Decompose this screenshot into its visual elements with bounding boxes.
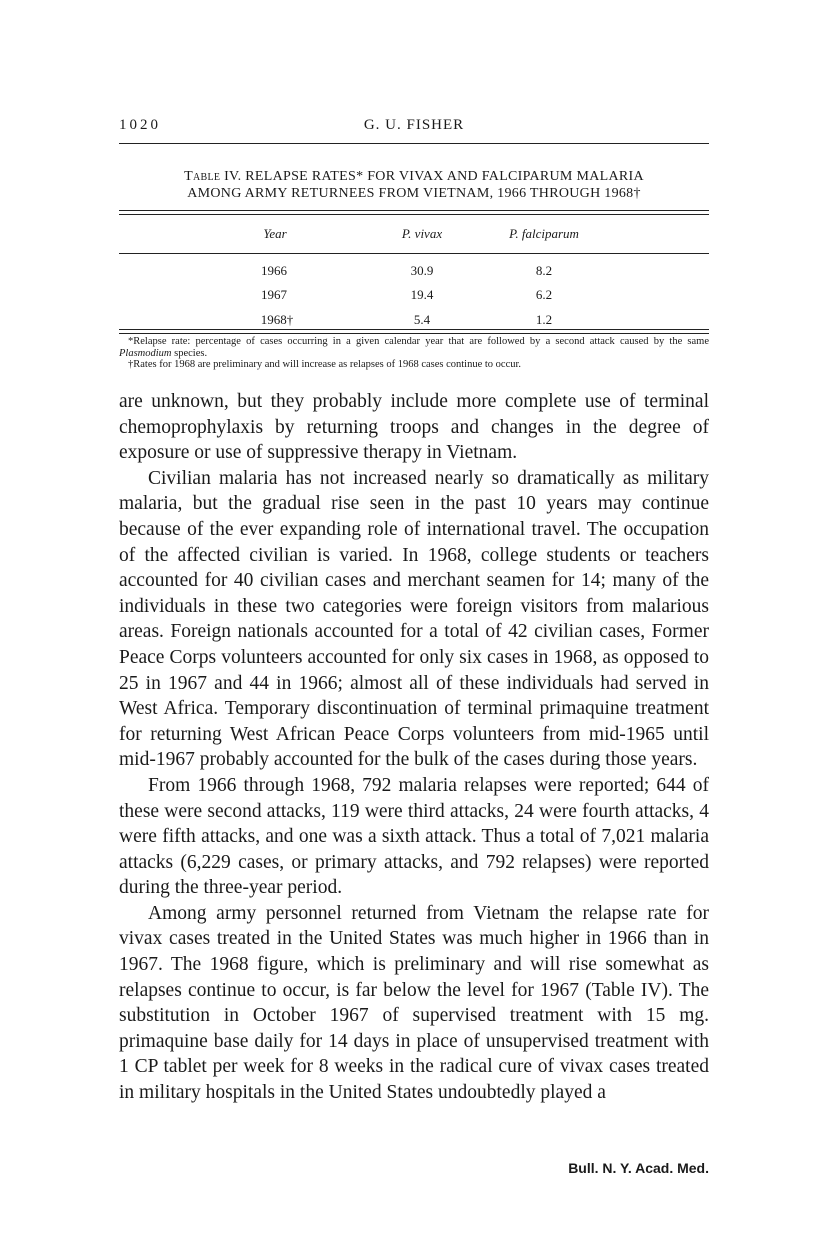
paragraph: From 1966 through 1968, 792 malaria relapses were reported; 644 of these were second attacks, 119 were third attacks, 24 were fourth attacks, 4 were fifth attacks, and one was a sixth attack. Thus a total of 7,021 malaria attacks (6,229 cases, or primary attacks, and 792 relapses) were reported during the three-year period. <box>119 774 709 899</box>
page-number: 1020 <box>119 117 161 133</box>
page-header <box>119 117 709 137</box>
cell-year: 1966 <box>261 263 287 278</box>
table-caption-line1: RELAPSE RATES* FOR VIVAX AND FALCIPARUM MALARIA <box>241 169 644 184</box>
cell-vivax: 5.4 <box>413 312 431 327</box>
cell-year: 1968† <box>260 312 294 327</box>
table-caption <box>119 168 709 202</box>
footnote-italic: Plasmodium <box>119 347 172 359</box>
paragraph: Civilian malaria has not increased nearly so dramatically as military malaria, but the gradual rise seen in the past 10 years may continue because of the ever expanding role of international travel. The occupation of the affected civilian is varied. In 1968, college students or teachers accounted for 40 civilian cases and merchant seamen for 14; many of the individuals in these two categories were foreign visitors from malarious areas. Foreign nationals accounted for a total of 42 civilian cases, Former Peace Corps volunteers accounted for only six cases in 1968, as opposed to 25 in 1967 and 44 in 1966; almost all of these individuals had served in West Africa. Temporary discontinuation of terminal primaquine treatment for returning West African Peace Corps volunteers from mid-1965 until mid-1967 probably accounted for the bulk of the cases during those years. <box>119 467 709 771</box>
column-header-falciparum: P. falciparum <box>509 226 579 241</box>
table-header-rule <box>119 253 709 254</box>
footnote-text-end: species. <box>171 347 208 359</box>
header-rule <box>119 143 709 144</box>
journal-footer: Bull. N. Y. Acad. Med. <box>568 1160 709 1176</box>
cell-falciparum: 1.2 <box>535 312 553 327</box>
cell-vivax: 19.4 <box>410 287 434 302</box>
table-bottom-rule-2 <box>119 333 709 334</box>
table-top-rule <box>119 210 709 211</box>
table-caption-line2: AMONG ARMY RETURNEES FROM VIETNAM, 1966 THROUGH 1968† <box>187 186 641 201</box>
table-label: Table IV. <box>184 169 242 184</box>
column-header-vivax: P. vivax <box>401 226 443 241</box>
table-row <box>119 263 709 283</box>
footnote-relapse-rate <box>119 336 709 359</box>
cell-falciparum: 8.2 <box>535 263 553 278</box>
running-head: G. U. FISHER <box>363 117 465 133</box>
table-top-rule-2 <box>119 214 709 215</box>
cell-vivax: 30.9 <box>410 263 434 278</box>
cell-falciparum: 6.2 <box>535 287 553 302</box>
table-header <box>119 226 709 248</box>
column-header-year: Year <box>263 226 287 241</box>
footnote-text: *Relapse rate: percentage of cases occurring in a given calendar year that are followed by a second attack caused by the same <box>128 336 709 347</box>
table-row <box>119 287 709 307</box>
paragraph: are unknown, but they probably include more complete use of terminal chemoprophylaxis by returning troops and changes in the degree of exposure or use of suppressive therapy in Vietnam. <box>119 391 709 464</box>
paragraph: Among army personnel returned from Vietnam the relapse rate for vivax cases treated in the United States was much higher in 1966 than in 1967. The 1968 figure, which is preliminary and will rise somewhat as relapses continue to occur, is far below the level for 1967 (Table IV). The substitution in October 1967 of supervised treatment with 15 mg. primaquine base daily for 14 days in place of unsupervised treatment with 1 CP tablet per week for 8 weeks in the radical cure of vivax cases treated in military hospitals in the United States undoubtedly played a <box>119 902 709 1104</box>
body-text <box>119 389 709 1106</box>
table-bottom-rule <box>119 329 709 330</box>
cell-year: 1967 <box>261 287 287 302</box>
table-footnotes <box>119 336 709 371</box>
footnote-preliminary: †Rates for 1968 are preliminary and will increase as relapses of 1968 cases continue to occur. <box>128 359 522 370</box>
